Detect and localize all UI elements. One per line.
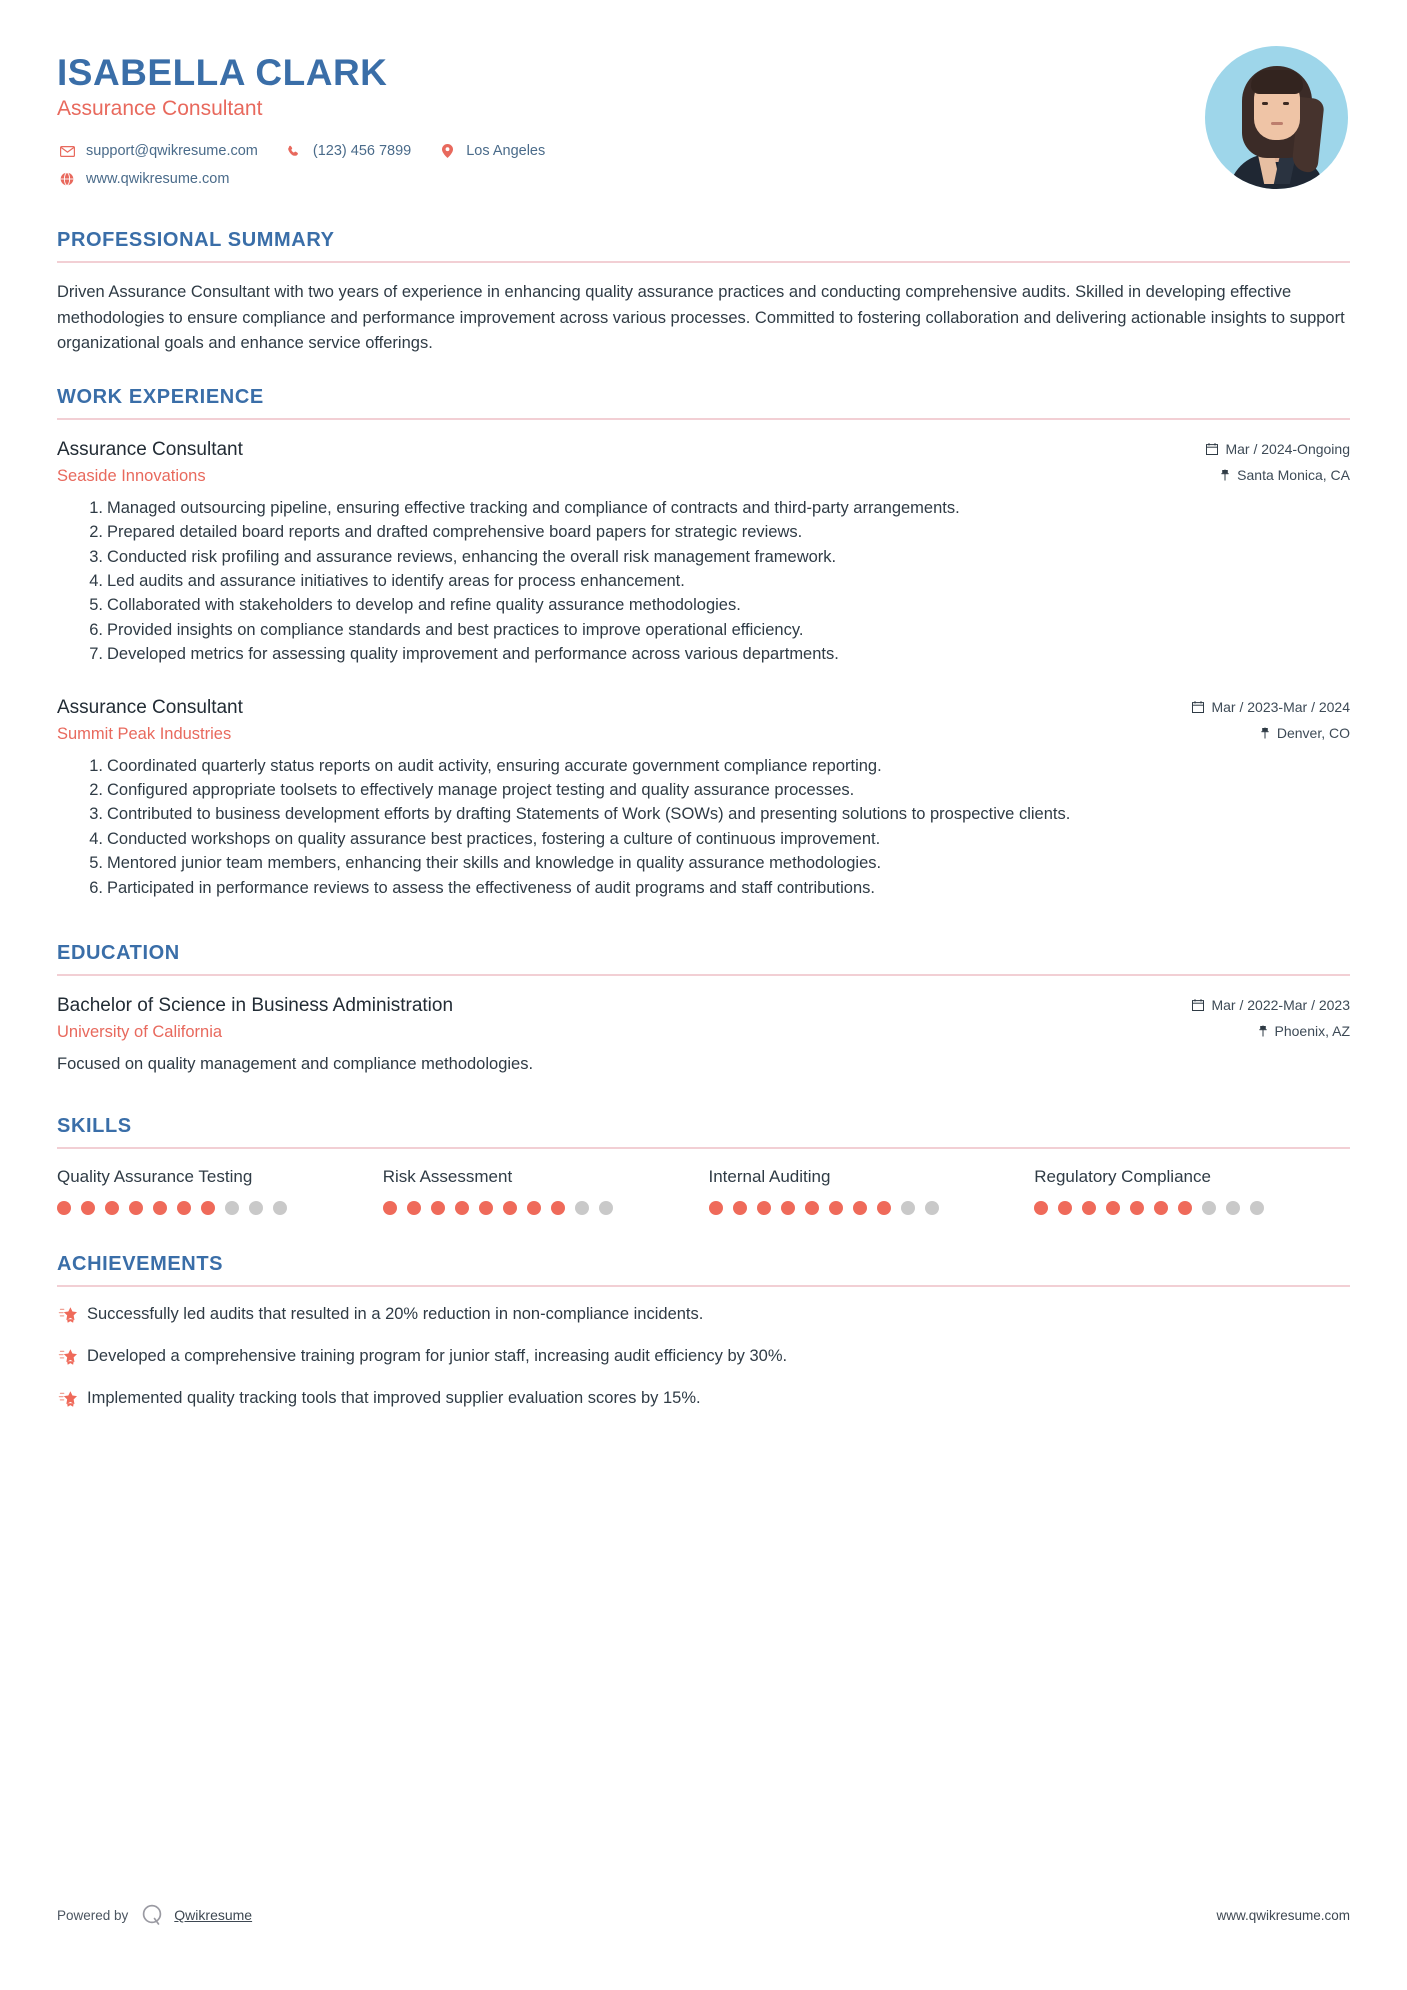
list-item: Coordinated quarterly status reports on audit activity, ensuring accurate government compliance reporting. [107, 756, 882, 775]
work-role: Assurance Consultant [57, 438, 243, 460]
rating-dot-filled [805, 1201, 819, 1215]
skill-rating [709, 1201, 1025, 1215]
section-achievements [57, 1253, 1350, 1410]
section-divider [57, 1285, 1350, 1287]
list-item: Conducted workshops on quality assurance best practices, fostering a culture of continuous improvement. [107, 829, 881, 848]
avatar-mouth [1271, 122, 1283, 125]
skill-rating [57, 1201, 373, 1215]
calendar-icon [1192, 701, 1204, 713]
education-entry-sub [57, 1023, 1350, 1042]
rating-dot-filled [1034, 1201, 1048, 1215]
avatar-fringe [1251, 70, 1303, 94]
rating-dot-filled [407, 1201, 421, 1215]
rating-dot-filled [853, 1201, 867, 1215]
list-item: Collaborated with stakeholders to develop and refine quality assurance methodologies. [107, 596, 741, 615]
skills-grid [57, 1167, 1350, 1215]
work-location-text: Santa Monica, CA [1237, 466, 1350, 483]
rating-dot-filled [551, 1201, 565, 1215]
skill-label: Regulatory Compliance [1034, 1167, 1211, 1187]
list-item [57, 1387, 1350, 1410]
header-left [57, 46, 571, 199]
rating-dot-filled [709, 1201, 723, 1215]
rating-dot-empty [1250, 1201, 1264, 1215]
work-entry-top [57, 697, 1350, 719]
contact-phone-text: (123) 456 7899 [312, 143, 412, 160]
rating-dot-filled [503, 1201, 517, 1215]
map-pin-icon [437, 143, 457, 159]
list-item: Contributed to business development efforts by drafting Statements of Work (SOWs) and presenting solutions to prospective clients. [107, 805, 1071, 824]
rating-dot-empty [1226, 1201, 1240, 1215]
pin-icon [1258, 1025, 1268, 1037]
work-entry-top [57, 439, 1350, 461]
rating-dot-empty [901, 1201, 915, 1215]
pin-icon [1260, 727, 1270, 739]
education-dates-text: Mar / 2022-Mar / 2023 [1211, 997, 1350, 1014]
contact-email[interactable] [57, 143, 258, 159]
section-title-summary: PROFESSIONAL SUMMARY [57, 229, 335, 252]
avatar-eye-right [1283, 102, 1289, 105]
rating-dot-filled [153, 1201, 167, 1215]
skill-item [57, 1167, 373, 1215]
contact-location [437, 143, 545, 159]
skill-rating [383, 1201, 699, 1215]
rating-dot-filled [479, 1201, 493, 1215]
contact-website-text: www.qwikresume.com [86, 171, 230, 188]
contact-row-1 [57, 143, 571, 159]
contact-phone[interactable] [284, 143, 411, 159]
footer-brand-group [57, 1902, 252, 1928]
list-item: Managed outsourcing pipeline, ensuring effective tracking and compliance of contracts and third-party arrangements. [107, 498, 960, 517]
work-dates-text: Mar / 2023-Mar / 2024 [1211, 698, 1350, 715]
rating-dot-filled [527, 1201, 541, 1215]
star-badge-icon [57, 1346, 87, 1368]
rating-dot-filled [877, 1201, 891, 1215]
list-item: Conducted risk profiling and assurance reviews, enhancing the overall risk management framework. [107, 547, 837, 566]
education-location [1258, 1023, 1351, 1039]
work-entry [57, 439, 1350, 667]
education-description: Focused on quality management and compliance methodologies. [57, 1055, 534, 1074]
rating-dot-filled [733, 1201, 747, 1215]
education-school: University of California [57, 1023, 223, 1042]
rating-dot-filled [455, 1201, 469, 1215]
star-badge-icon [57, 1388, 87, 1410]
rating-dot-filled [129, 1201, 143, 1215]
section-work-experience [57, 386, 1350, 900]
contact-website[interactable] [57, 171, 229, 187]
rating-dot-filled [201, 1201, 215, 1215]
rating-dot-filled [1178, 1201, 1192, 1215]
resume-header [57, 0, 1350, 199]
list-item: Participated in performance reviews to assess the effectiveness of audit programs and staff contributions. [107, 878, 875, 897]
rating-dot-filled [105, 1201, 119, 1215]
list-item [57, 1345, 1350, 1368]
contact-info [57, 143, 571, 187]
list-item [57, 1303, 1350, 1326]
rating-dot-filled [1154, 1201, 1168, 1215]
phone-icon [284, 143, 304, 159]
rating-dot-empty [925, 1201, 939, 1215]
section-divider [57, 974, 1350, 976]
work-company: Seaside Innovations [57, 466, 206, 485]
rating-dot-filled [1130, 1201, 1144, 1215]
achievement-text: Successfully led audits that resulted in a 20% reduction in non-compliance incidents. [87, 1305, 704, 1324]
section-title-skills: SKILLS [57, 1115, 132, 1138]
rating-dot-filled [781, 1201, 795, 1215]
work-dates [1206, 441, 1350, 457]
list-item: Configured appropriate toolsets to effectively manage project testing and quality assurance processes. [107, 781, 855, 800]
work-dates-text: Mar / 2024-Ongoing [1225, 440, 1350, 457]
star-badge-icon [57, 1304, 87, 1326]
achievement-text: Developed a comprehensive training program for junior staff, increasing audit efficiency by 30%. [87, 1347, 788, 1366]
rating-dot-filled [177, 1201, 191, 1215]
section-skills [57, 1115, 1350, 1215]
rating-dot-empty [575, 1201, 589, 1215]
work-bullets [57, 497, 1350, 667]
list-item: Mentored junior team members, enhancing their skills and knowledge in quality assurance methodologies. [107, 854, 882, 873]
avatar [1205, 46, 1348, 189]
skill-label: Internal Auditing [708, 1167, 831, 1187]
qwikresume-link[interactable]: Qwikresume [174, 1907, 253, 1923]
rating-dot-empty [225, 1201, 239, 1215]
rating-dot-filled [81, 1201, 95, 1215]
section-divider [57, 261, 1350, 263]
work-bullets [57, 755, 1350, 901]
section-divider [57, 418, 1350, 420]
work-location [1220, 467, 1350, 483]
skill-rating [1034, 1201, 1350, 1215]
skill-item [383, 1167, 699, 1215]
achievement-text: Implemented quality tracking tools that improved supplier evaluation scores by 15%. [87, 1389, 701, 1408]
page-footer [57, 1902, 1350, 1928]
rating-dot-filled [1058, 1201, 1072, 1215]
achievements-list [57, 1303, 1350, 1410]
rating-dot-empty [1202, 1201, 1216, 1215]
work-entry [57, 697, 1350, 901]
rating-dot-empty [249, 1201, 263, 1215]
rating-dot-filled [383, 1201, 397, 1215]
rating-dot-filled [829, 1201, 843, 1215]
page-title: ISABELLA CLARK [57, 52, 388, 93]
powered-by-label: Powered by [57, 1907, 129, 1923]
summary-text: Driven Assurance Consultant with two years of experience in enhancing quality assurance practices and conducting comprehensive audits. Skilled in developing effective methodologies to ensure compliance and performance improvement across various processes. Committed to fostering collaboration and delivering actionable insights to support organizational goals and enhance service offerings. [57, 283, 1345, 352]
education-dates [1192, 997, 1350, 1013]
work-location-text: Denver, CO [1276, 724, 1350, 741]
globe-icon [57, 171, 77, 187]
education-degree: Bachelor of Science in Business Administration [57, 995, 454, 1017]
list-item: Provided insights on compliance standards and best practices to improve operational efficiency. [107, 620, 804, 639]
section-title-work: WORK EXPERIENCE [57, 385, 264, 408]
section-divider [57, 1147, 1350, 1149]
pin-icon [1220, 469, 1230, 481]
education-location-text: Phoenix, AZ [1274, 1023, 1350, 1040]
envelope-icon [57, 143, 77, 159]
footer-url: www.qwikresume.com [1216, 1907, 1350, 1923]
work-entry-sub [57, 467, 1350, 486]
section-title-achievements: ACHIEVEMENTS [57, 1253, 224, 1276]
education-entry-top [57, 995, 1350, 1017]
contact-email-text: support@qwikresume.com [86, 143, 258, 160]
section-education [57, 942, 1350, 1077]
work-role: Assurance Consultant [57, 696, 243, 718]
rating-dot-filled [1106, 1201, 1120, 1215]
contact-location-text: Los Angeles [466, 143, 546, 160]
section-professional-summary [57, 229, 1350, 355]
qwikresume-logo-icon [139, 1902, 165, 1928]
work-entry-sub [57, 725, 1350, 744]
rating-dot-empty [599, 1201, 613, 1215]
rating-dot-empty [273, 1201, 287, 1215]
skill-item [1034, 1167, 1350, 1215]
list-item: Led audits and assurance initiatives to identify areas for process enhancement. [107, 571, 685, 590]
rating-dot-filled [431, 1201, 445, 1215]
work-location [1260, 725, 1350, 741]
education-entry [57, 995, 1350, 1077]
list-item: Developed metrics for assessing quality improvement and performance across various departments. [107, 645, 839, 664]
skill-label: Quality Assurance Testing [57, 1167, 253, 1187]
skill-item [709, 1167, 1025, 1215]
rating-dot-filled [1082, 1201, 1096, 1215]
avatar-eye-left [1262, 102, 1268, 105]
rating-dot-filled [757, 1201, 771, 1215]
calendar-icon [1192, 999, 1204, 1011]
skill-label: Risk Assessment [382, 1167, 513, 1187]
work-dates [1192, 699, 1350, 715]
header-job-title: Assurance Consultant [57, 97, 263, 121]
section-title-education: EDUCATION [57, 942, 180, 965]
work-company: Summit Peak Industries [57, 724, 232, 743]
contact-row-2 [57, 171, 571, 187]
rating-dot-filled [57, 1201, 71, 1215]
calendar-icon [1206, 443, 1218, 455]
list-item: Prepared detailed board reports and drafted comprehensive board papers for strategic reviews. [107, 523, 803, 542]
